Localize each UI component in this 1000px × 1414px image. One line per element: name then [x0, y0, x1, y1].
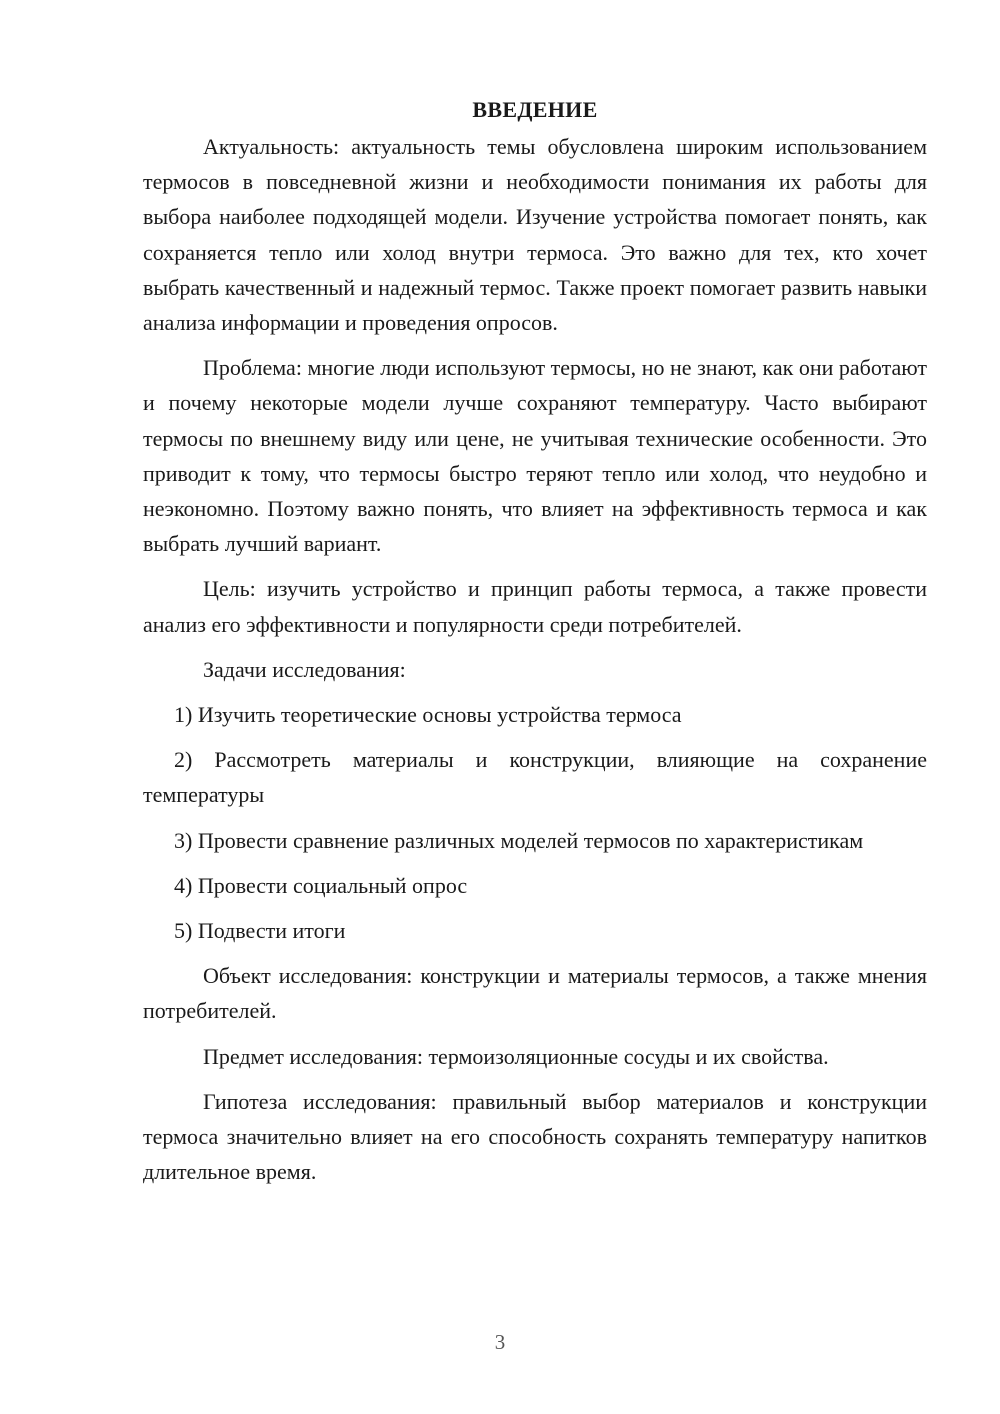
- task-item-2: 2) Рассмотреть материалы и конструкции, влияющие на сохранение температуры: [143, 747, 927, 808]
- paragraph-problem: Проблема: многие люди используют термосы, но не знают, как они работают и почему некоторые модели лучше сохраняют температуру. Часто выбирают термосы по внешнему виду или цене, не учитывая технические особенности. Это приводит к тому, что термосы быстро теряют тепло или холод, что неудобно и неэкономно. Поэтому важно понять, что влияет на эффективность термоса и как выбрать лучший вариант.: [143, 355, 927, 557]
- tasks-heading: Задачи исследования:: [203, 656, 406, 682]
- task-item-4: 4) Провести социальный опрос: [174, 872, 468, 898]
- paragraph-hypothesis: Гипотеза исследования: правильный выбор материалов и конструкции термоса значительно влияет на его способность сохранять температуру напитков длительное время.: [143, 1088, 927, 1185]
- paragraph-relevance: Актуальность: актуальность темы обусловлена широким использованием термосов в повседневной жизни и необходимости понимания их работы для выбора наиболее подходящей модели. Изучение устройства помогает понять, как сохраняется тепло или холод внутри термоса. Это важно для тех, кто хочет выбрать качественный и надежный термос. Также проект помогает развить навыки анализа информации и проведения опросов.: [143, 134, 927, 336]
- paragraph-object: Объект исследования: конструкции и материалы термосов, а также мнения потребителей.: [143, 963, 927, 1024]
- paragraph-goal: Цель: изучить устройство и принцип работы термоса, а также провести анализ его эффективности и популярности среди потребителей.: [143, 576, 927, 637]
- task-item-5: 5) Подвести итоги: [174, 918, 346, 944]
- paragraph-subject: Предмет исследования: термоизоляционные сосуды и их свойства.: [203, 1043, 829, 1069]
- task-item-1: 1) Изучить теоретические основы устройства термоса: [174, 702, 682, 728]
- page-title: ВВЕДЕНИЕ: [472, 97, 598, 122]
- document-page: [143, 92, 927, 1189]
- page-number: 3: [494, 1330, 506, 1354]
- task-item-3: 3) Провести сравнение различных моделей термосов по характеристикам: [174, 827, 864, 853]
